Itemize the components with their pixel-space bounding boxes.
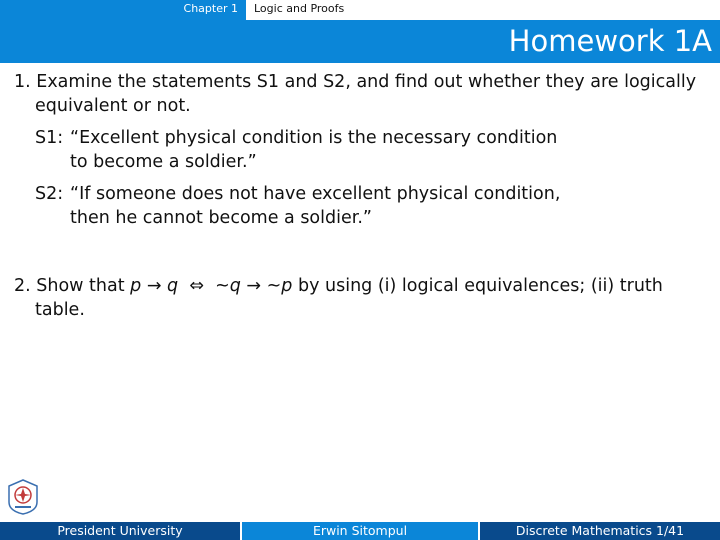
university-logo-icon <box>6 478 40 516</box>
footer-author-label: Erwin Sitompul <box>312 523 408 538</box>
q2-suffix: by using (i) logical equivalences; (ii) truth <box>292 276 663 296</box>
q1-line2: equivalent or not. <box>35 96 191 116</box>
s1-line2: to become a soldier.” <box>70 152 257 172</box>
q2-prefix: 2. Show that <box>14 276 131 296</box>
footer-bar <box>0 522 720 540</box>
footer-course-label: Discrete Mathematics 1/41 <box>515 523 685 538</box>
footer-author <box>242 522 478 540</box>
s2-line2: then he cannot become a soldier.” <box>70 208 372 228</box>
footer-course <box>480 522 720 540</box>
chapter-label: Chapter 1 <box>183 2 238 15</box>
q2-line1 <box>14 274 663 298</box>
q2-expression: p → q ⇔ ~q → ~p <box>130 276 293 296</box>
chapter-tab <box>0 0 246 20</box>
university-logo <box>6 478 40 516</box>
topic-label: Logic and Proofs <box>254 2 345 15</box>
s2-line1: “If someone does not have excellent physical condition, <box>70 184 561 204</box>
footer-university <box>0 522 240 540</box>
q1-line1: 1. Examine the statements S1 and S2, and find out whether they are logically <box>14 72 697 92</box>
s1-label: S1: <box>35 128 64 148</box>
slide-title: Homework 1A <box>508 24 712 58</box>
top-bar <box>0 0 720 20</box>
footer-university-label: President University <box>57 523 183 538</box>
q2-line2: table. <box>35 300 85 320</box>
s2-label: S2: <box>35 184 64 204</box>
title-banner <box>0 20 720 63</box>
s1-line1: “Excellent physical condition is the necessary condition <box>70 128 558 148</box>
